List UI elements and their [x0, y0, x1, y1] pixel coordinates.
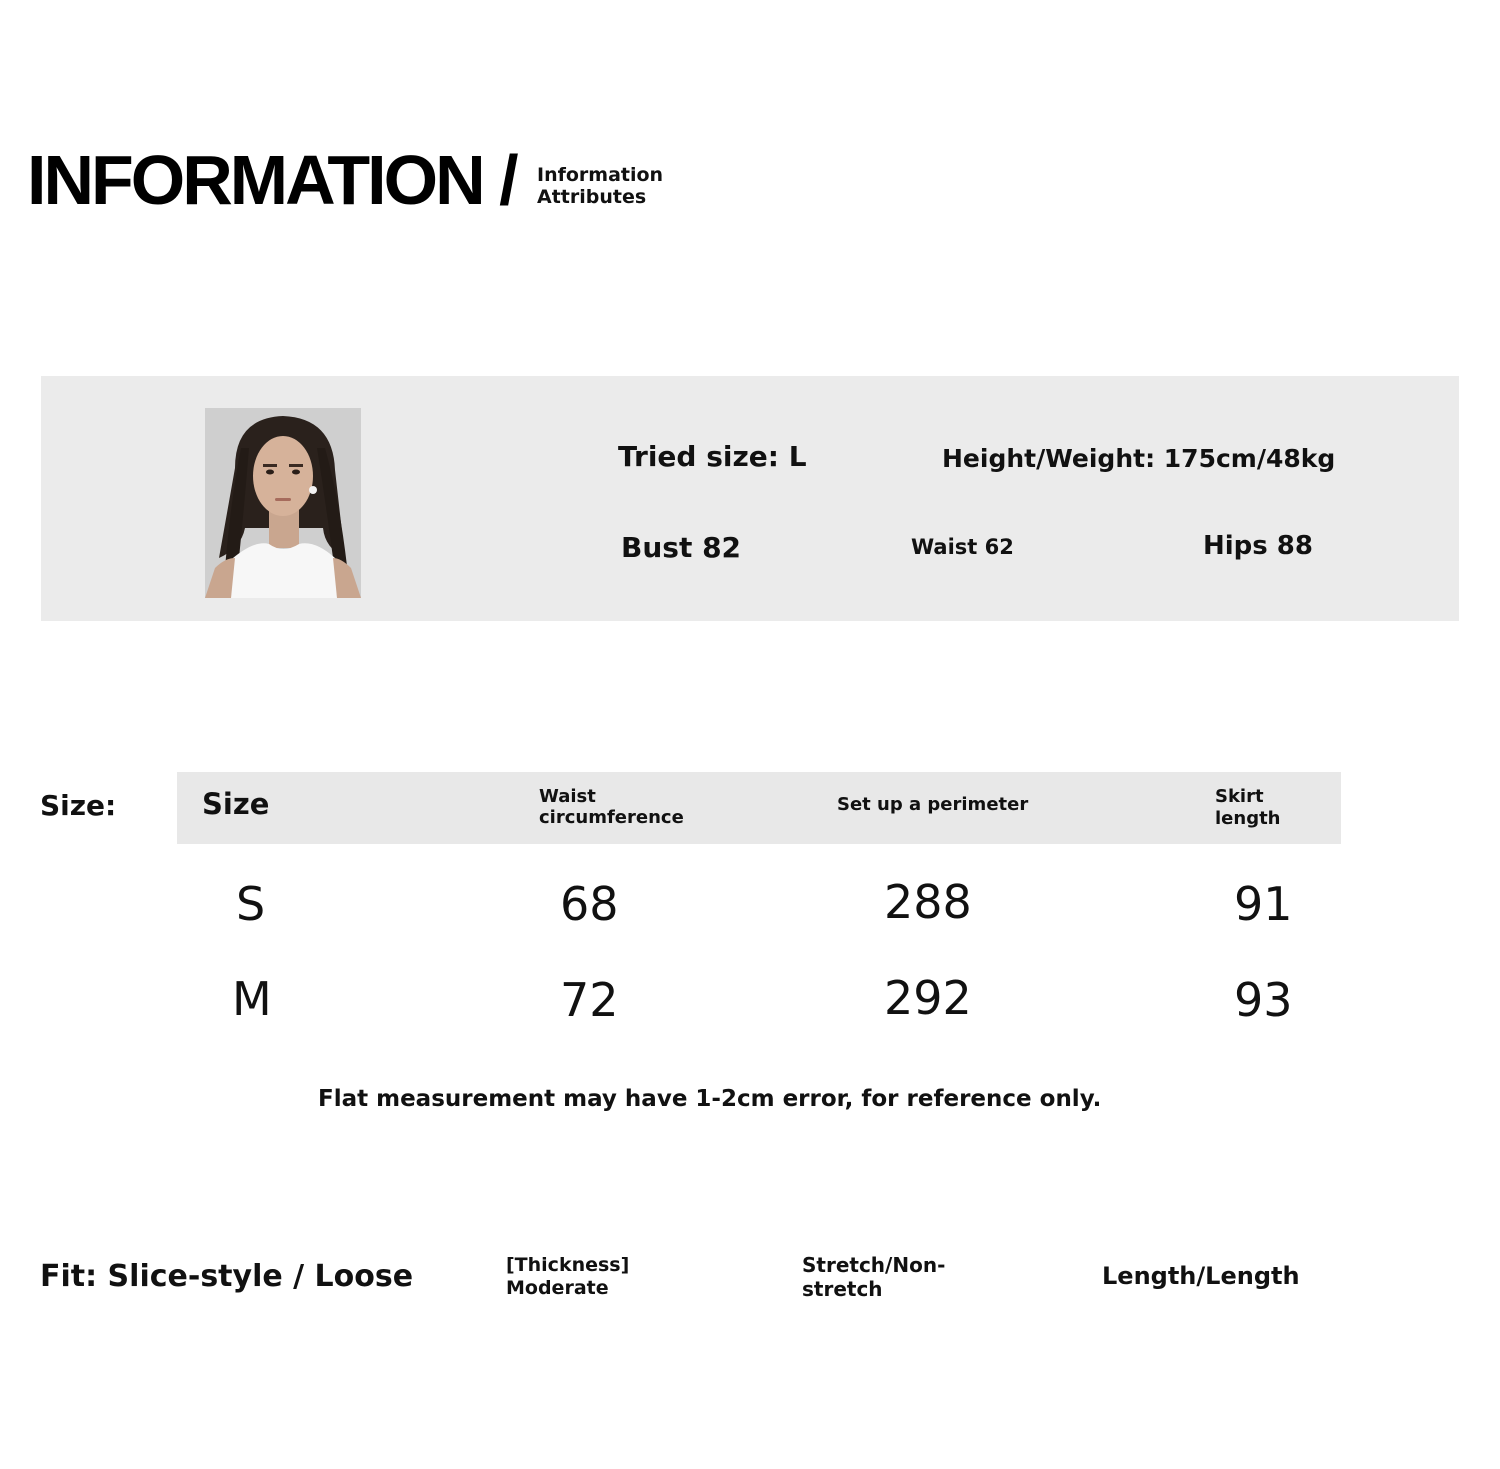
header-waist-line-2: circumference	[539, 807, 684, 828]
bust-measurement: Bust 82	[621, 531, 742, 564]
row-s-size: S	[236, 877, 266, 931]
thickness-line-2: Moderate	[506, 1277, 609, 1299]
row-m-size: M	[232, 972, 272, 1026]
subtitle-line-1: Information	[537, 164, 664, 186]
stretch-attribute	[802, 1253, 945, 1301]
header-perimeter: Set up a perimeter	[837, 794, 1029, 815]
subtitle-line-2: Attributes	[537, 186, 647, 208]
page-title: INFORMATION /	[27, 141, 516, 219]
header-skirt-length	[1215, 786, 1281, 830]
size-table-header	[177, 772, 1341, 844]
fit-attribute: Fit: Slice-style / Loose	[40, 1259, 414, 1294]
length-attribute: Length/Length	[1102, 1262, 1300, 1290]
header-size: Size	[202, 787, 270, 821]
row-m-waist: 72	[560, 973, 619, 1027]
thickness-line-1: [Thickness]	[506, 1254, 630, 1276]
height-weight: Height/Weight: 175cm/48kg	[942, 444, 1336, 473]
page-subtitle	[537, 164, 663, 208]
stretch-line-1: Stretch/Non-	[802, 1253, 946, 1277]
header-skirt-line-1: Skirt	[1215, 786, 1264, 807]
tried-size: Tried size: L	[618, 440, 807, 473]
row-s-waist: 68	[560, 877, 619, 931]
size-caption: Size:	[40, 789, 117, 822]
measurement-note: Flat measurement may have 1-2cm error, for reference only.	[318, 1086, 1102, 1112]
waist-measurement: Waist 62	[911, 535, 1014, 559]
row-s-perimeter: 288	[884, 875, 972, 929]
header-waist-line-1: Waist	[539, 786, 596, 807]
hips-measurement: Hips 88	[1203, 531, 1313, 561]
thickness-attribute	[506, 1254, 629, 1300]
row-m-skirt: 93	[1234, 973, 1293, 1027]
header-skirt-line-2: length	[1215, 808, 1281, 829]
stretch-line-2: stretch	[802, 1277, 883, 1301]
row-m-perimeter: 292	[884, 971, 972, 1025]
model-portrait-icon	[205, 408, 361, 598]
row-s-skirt: 91	[1234, 877, 1293, 931]
header-waist	[539, 786, 684, 828]
